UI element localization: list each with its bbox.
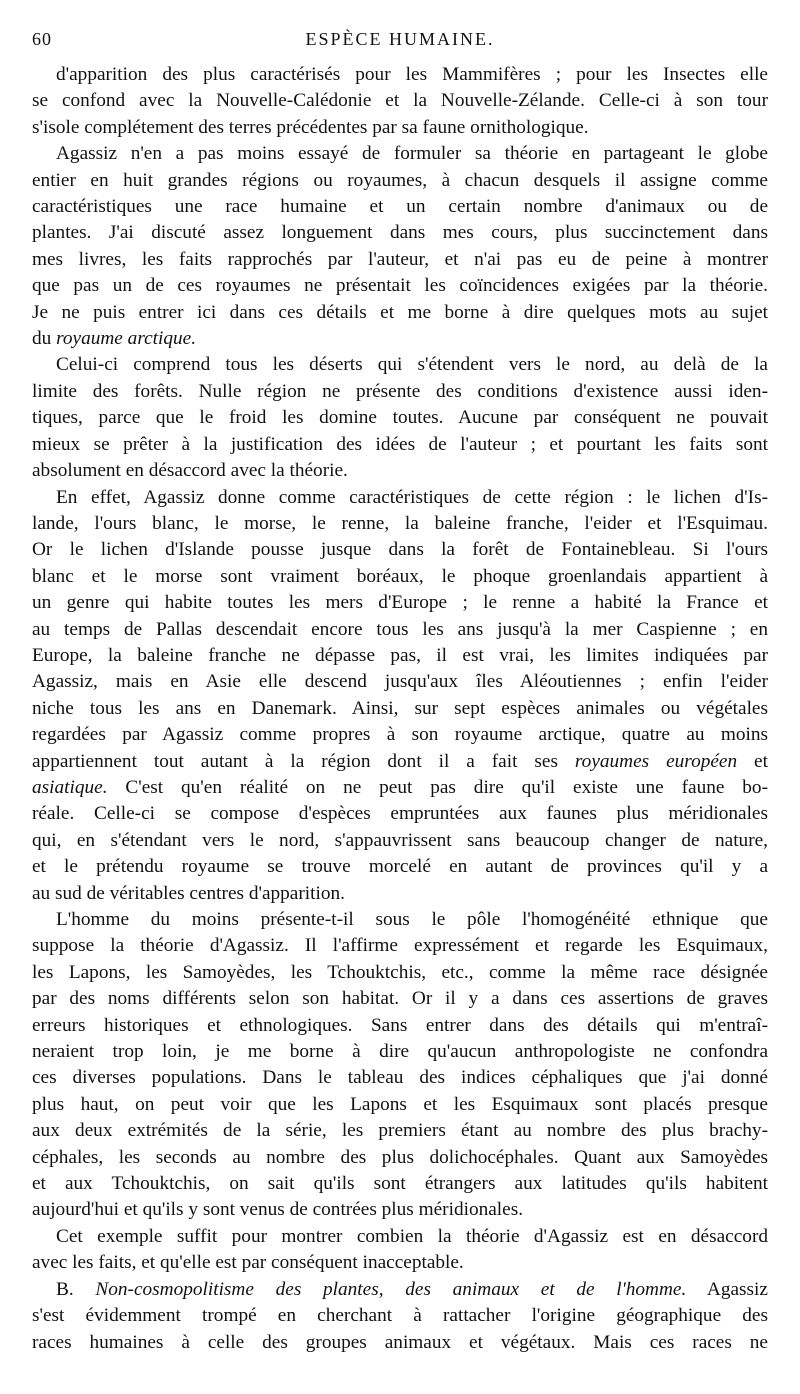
paragraph xyxy=(32,352,768,484)
text-line: En effet, Agassiz donne comme caractéristiques de cette région : le lichen d'Is- xyxy=(56,486,768,508)
text-line: Europe, la baleine franche ne dépasse pas, il est vrai, les limites indiquées par xyxy=(32,644,768,666)
text-line: avec les faits, et qu'elle est par conséquent inacceptable. xyxy=(32,1252,464,1274)
paragraph xyxy=(32,1224,768,1277)
text-line: niche tous les ans en Danemark. Ainsi, sur sept espèces animales ou végétales xyxy=(32,697,768,719)
text-line: se confond avec la Nouvelle-Calédonie et la Nouvelle-Zélande. Celle-ci à son tour xyxy=(32,90,768,112)
text-line: regardées par Agassiz comme propres à son royaume arctique, quatre au moins xyxy=(32,724,768,746)
text-line: d'apparition des plus caractérisés pour les Mammifères ; pour les Insectes elle xyxy=(56,64,768,85)
italic-phrase: royaumes européen xyxy=(574,750,738,772)
text-line: s'isole complétement des terres précédentes par sa faune ornithologique. xyxy=(32,116,589,138)
paragraph xyxy=(32,485,768,908)
text-line: asiatique. C'est qu'en réalité on ne peut pas dire qu'il existe une faune bo- xyxy=(32,776,768,798)
text-line: appartiennent tout autant à la région dont il a fait ses royaumes européen et xyxy=(32,750,768,772)
text-line: L'homme du moins présente-t-il sous le pôle l'homogénéité ethnique que xyxy=(56,909,768,930)
page-header xyxy=(32,26,768,52)
text-line: qui, en s'étendant vers le nord, s'appauvrissent sans beaucoup changer de nature, xyxy=(32,829,768,851)
paragraph xyxy=(32,141,768,352)
text-line: suppose la théorie d'Agassiz. Il l'affirme expressément et regarde les Esquimaux, xyxy=(32,935,768,957)
page-number: 60 xyxy=(32,29,52,49)
text-line: et le prétendu royaume se trouve morcelé en autant de provinces qu'il y a xyxy=(32,856,768,878)
text-line: au sud de véritables centres d'apparition. xyxy=(32,882,345,904)
paragraph xyxy=(32,62,768,141)
text-line: ces diverses populations. Dans le tableau des indices céphaliques que j'ai donné xyxy=(32,1067,768,1089)
text-line: lande, l'ours blanc, le morse, le renne, la baleine franche, l'eider et l'Esquimau. xyxy=(32,512,768,534)
text-line: Celui-ci comprend tous les déserts qui s'étendent vers le nord, au delà de la xyxy=(56,354,768,376)
text-line: mes livres, les faits rapprochés par l'auteur, et n'ai pas eu de peine à montrer xyxy=(32,248,768,270)
text-line: Agassiz n'en a pas moins essayé de formuler sa théorie en partageant le globe xyxy=(56,143,768,165)
text-line: du royaume arctique. xyxy=(32,328,197,350)
text-line: tiques, parce que le froid les domine toutes. Aucune par conséquent ne pouvait xyxy=(32,407,768,429)
paragraph xyxy=(32,1277,768,1356)
text-line: que pas un de ces royaumes ne présentait les coïncidences exigées par la théorie. xyxy=(32,275,768,297)
text-line: Cet exemple suffit pour montrer combien la théorie d'Agassiz est en désaccord xyxy=(56,1225,768,1247)
text-line: Je ne puis entrer ici dans ces détails et me borne à dire quelques mots au sujet xyxy=(32,301,768,323)
text-line: absolument en désaccord avec la théorie. xyxy=(32,460,348,482)
text-line: et aux Tchouktchis, on sait qu'ils sont étrangers aux latitudes qu'ils habitent xyxy=(32,1173,768,1195)
italic-phrase: asiatique. xyxy=(32,776,108,798)
text-line: par des noms différents selon son habitat. Or il y a dans ces assertions de graves xyxy=(32,988,768,1010)
text-line: limite des forêts. Nulle région ne présente des conditions d'existence aussi iden- xyxy=(32,380,768,402)
text-line: caractéristiques une race humaine et un certain nombre d'animaux ou de xyxy=(32,196,768,218)
italic-phrase: royaume arctique. xyxy=(56,328,197,350)
text-line: au temps de Pallas descendait encore tous les ans jusqu'à la mer Caspienne ; en xyxy=(32,618,768,640)
text-line: céphales, les seconds au nombre des plus dolichocéphales. Quant aux Samoyèdes xyxy=(32,1146,768,1168)
text-line: entier en huit grandes régions ou royaumes, à chacun desquels il assigne comme xyxy=(32,169,768,191)
text-line: les Lapons, les Samoyèdes, les Tchouktchis, etc., comme la même race désignée xyxy=(32,961,768,983)
text-line: aux deux extrémités de la série, les premiers étant au nombre des plus brachy- xyxy=(32,1120,768,1142)
text-line: races humaines à celle des groupes animaux et végétaux. Mais ces races ne xyxy=(32,1331,768,1353)
paragraph xyxy=(32,907,768,1224)
text-line: blanc et le morse sont vraiment boréaux, le phoque groenlandais appartient à xyxy=(32,565,768,587)
text-line: réale. Celle-ci se compose d'espèces empruntées aux faunes plus méridionales xyxy=(32,803,768,825)
text-line: erreurs historiques et ethnologiques. Sans entrer dans des détails qui m'entraî- xyxy=(32,1014,768,1036)
text-line: Agassiz, mais en Asie elle descend jusqu'aux îles Aléoutiennes ; enfin l'eider xyxy=(32,671,768,693)
text-line: plus haut, on peut voir que les Lapons et les Esquimaux sont placés presque xyxy=(32,1093,768,1115)
book-page xyxy=(32,26,768,1356)
italic-phrase: Non-cosmopolitisme des plantes, des animaux et de l'homme. xyxy=(95,1278,687,1300)
text-line: un genre qui habite toutes les mers d'Europe ; le renne a habité la France et xyxy=(32,592,768,614)
text-line: neraient trop loin, je me borne à dire qu'aucun anthropologiste ne confondra xyxy=(32,1041,768,1063)
running-head: ESPÈCE HUMAINE. xyxy=(305,29,495,49)
text-line: s'est évidemment trompé en cherchant à rattacher l'origine géographique des xyxy=(32,1305,768,1327)
text-line: Or le lichen d'Islande pousse jusque dans la forêt de Fontainebleau. Si l'ours xyxy=(32,539,768,561)
text-line: B. Non-cosmopolitisme des plantes, des animaux et de l'homme. Agassiz xyxy=(56,1278,768,1300)
text-line: aujourd'hui et qu'ils y sont venus de contrées plus méridionales. xyxy=(32,1199,524,1221)
text-line: mieux se prêter à la justification des idées de l'auteur ; et pourtant les faits sont xyxy=(32,433,768,455)
text-line: plantes. J'ai discuté assez longuement dans mes cours, plus succinctement dans xyxy=(32,222,768,244)
body-text xyxy=(32,62,768,1356)
